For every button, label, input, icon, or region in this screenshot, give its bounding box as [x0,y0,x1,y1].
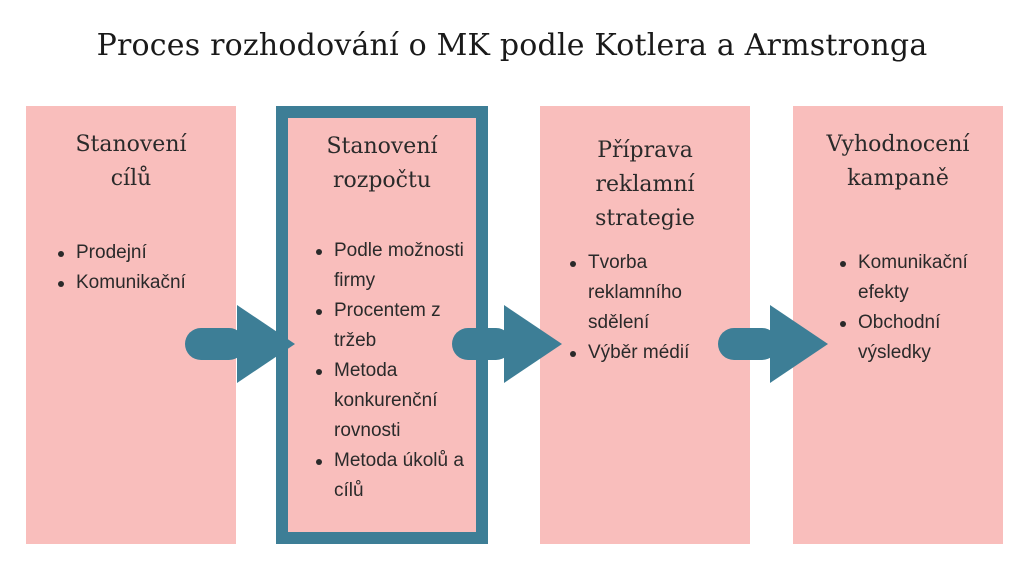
list-item: Obchodní výsledky [838,308,998,368]
list-item: Podle možnosti firmy [314,236,474,296]
step-title-line: Příprava [597,138,693,163]
step-title-line: strategie [595,206,695,231]
list-item: Komunikační [56,268,226,298]
step-items [568,248,728,368]
arrow-right-icon [185,303,297,385]
list-item: Komunikační efekty [838,248,998,308]
step-title-line: kampaně [847,166,949,191]
step-title [26,128,236,196]
step-title [540,134,750,236]
list-item: Výběr médií [568,338,728,368]
step-title-line: Vyhodnocení [826,132,970,157]
list-item: Metoda konkurenční rovnosti [314,356,474,446]
list-item: Procentem z tržeb [314,296,474,356]
step-title [793,128,1003,196]
step-title-line: reklamní [595,172,695,197]
list-item: Tvorba reklamního sdělení [568,248,728,338]
step-items [56,238,226,298]
list-item: Prodejní [56,238,226,268]
list-item: Metoda úkolů a cílů [314,446,474,506]
arrow-right-icon [452,303,564,385]
step-title-line: Stanovení [326,134,438,159]
page-title: Proces rozhodování o MK podle Kotlera a Armstronga [96,28,928,63]
step-items [838,248,998,368]
arrow-right-icon [718,303,830,385]
step-title-line: cílů [110,166,152,191]
step-title-line: rozpočtu [332,168,431,193]
step-title-line: Stanovení [75,132,187,157]
step-title [288,130,476,198]
step-items [314,236,474,506]
